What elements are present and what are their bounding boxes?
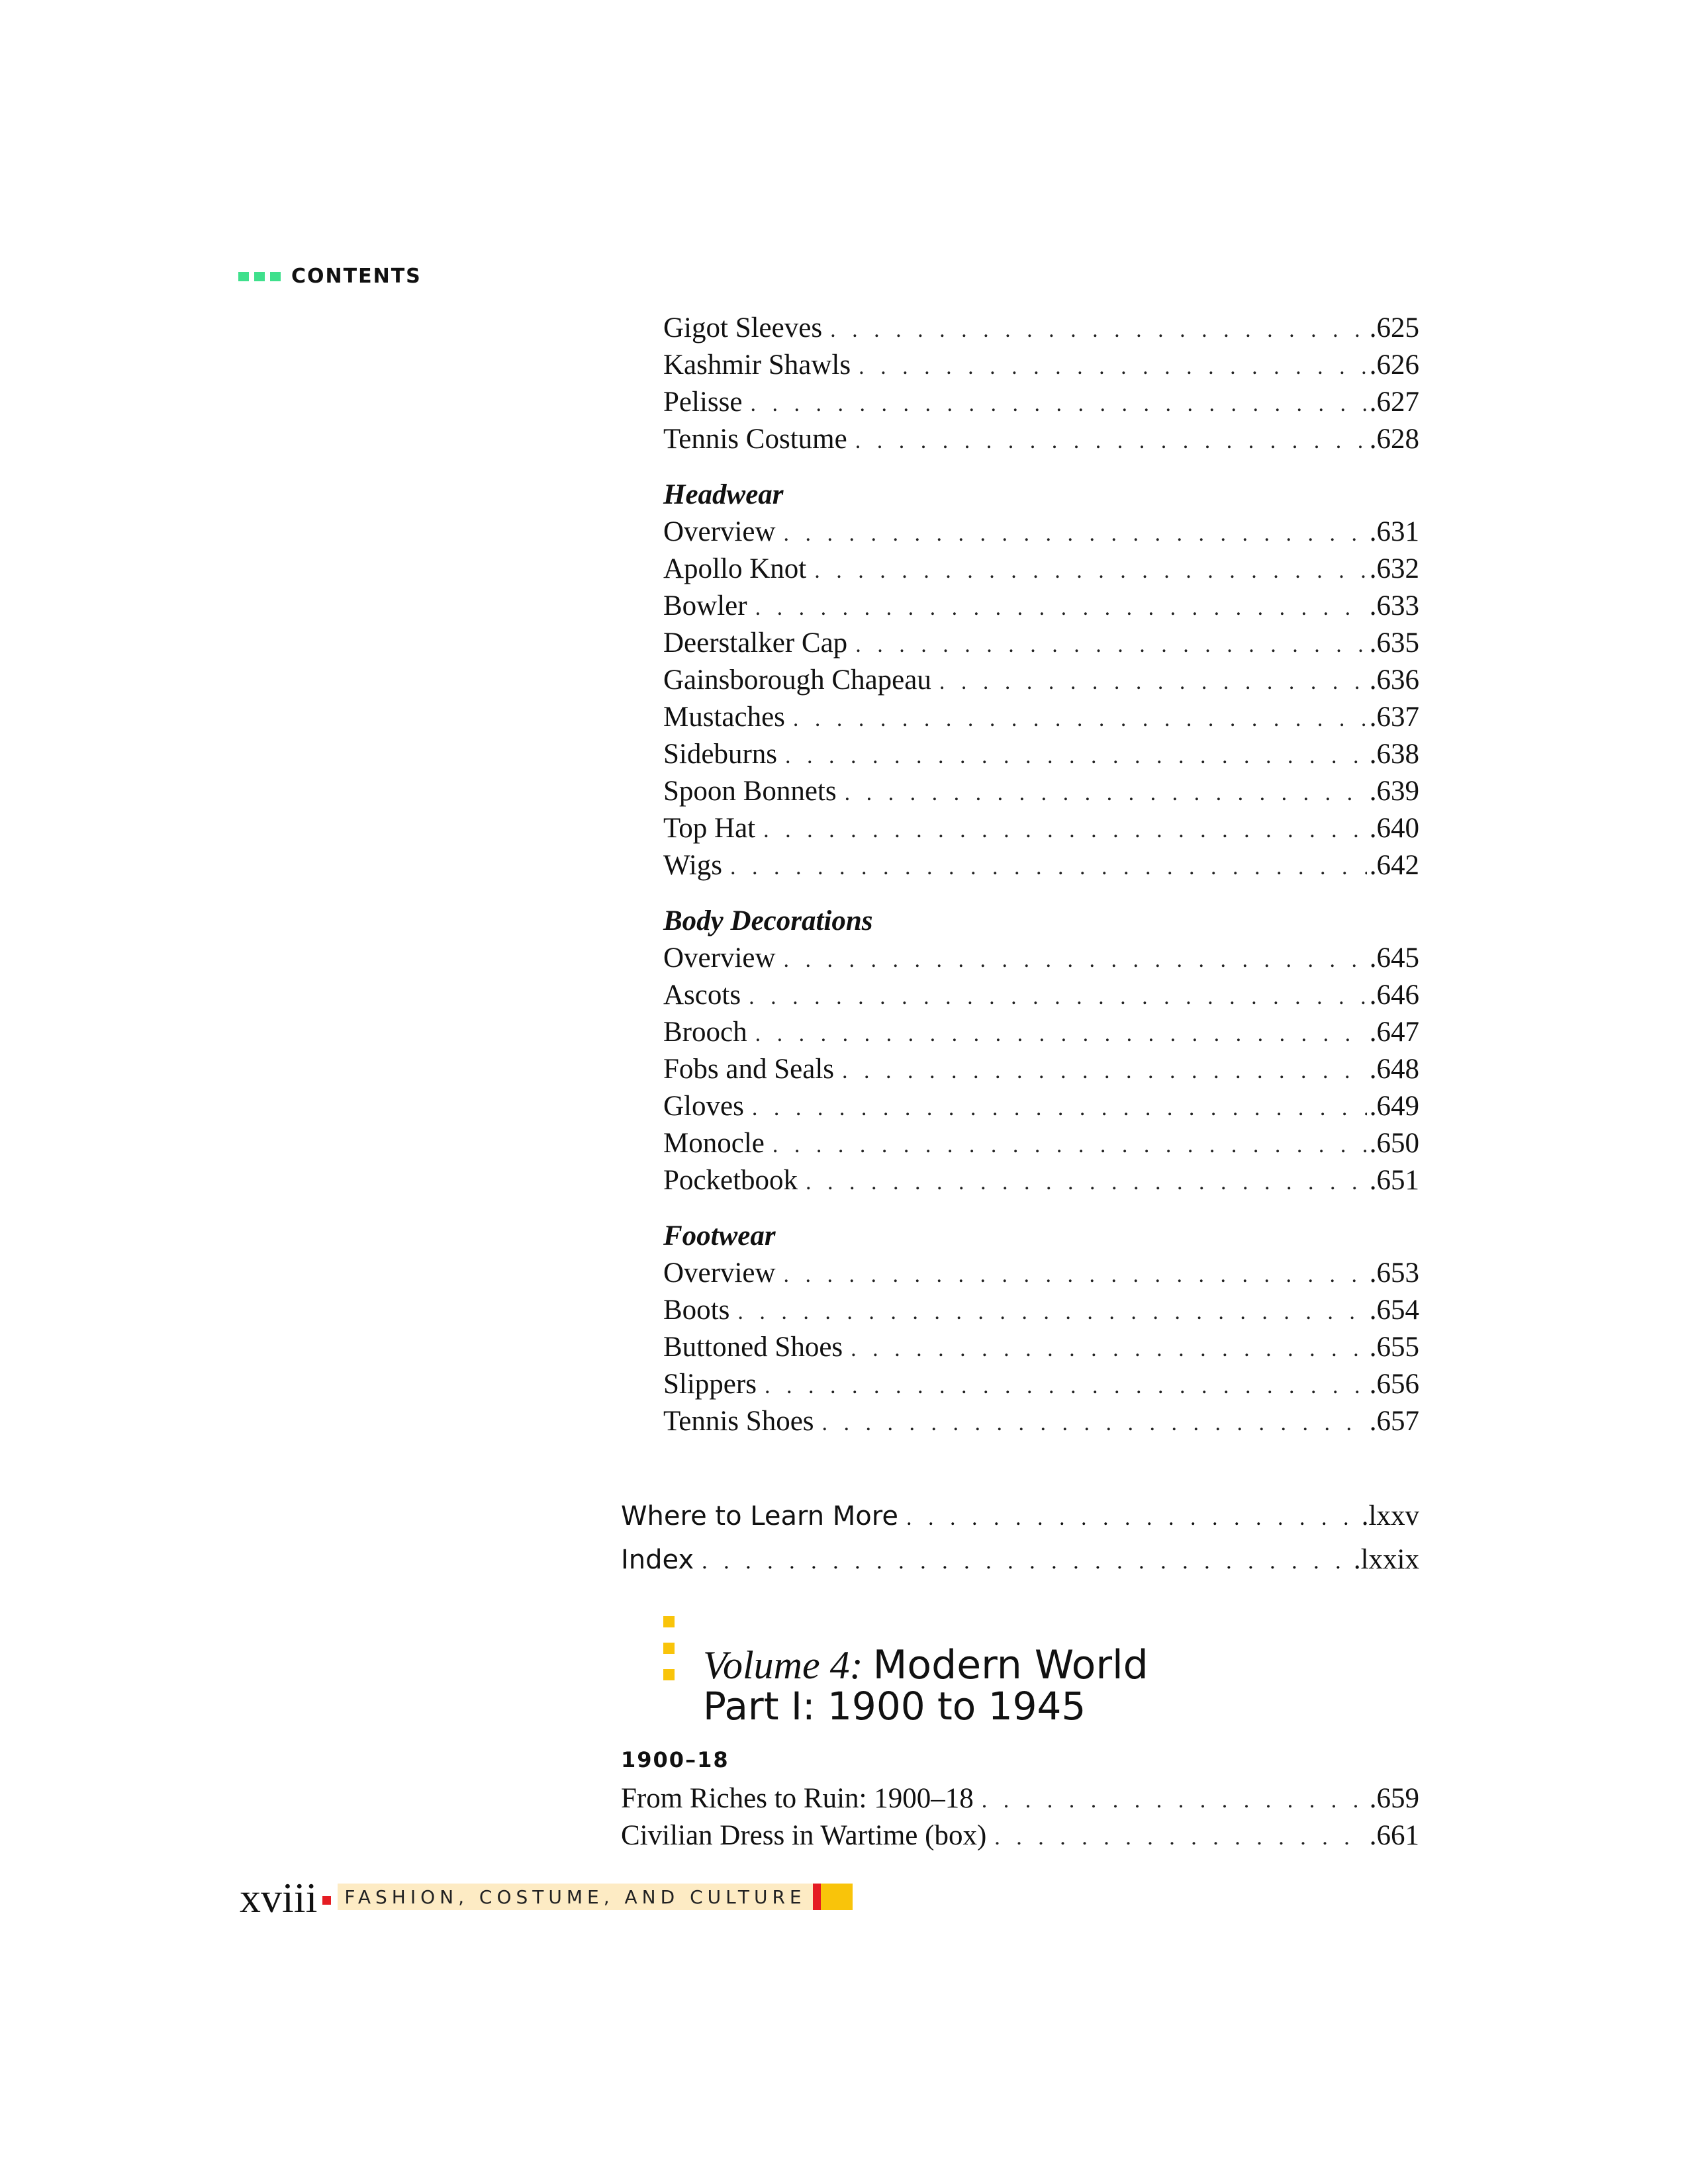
- toc-entry-title: Gloves: [663, 1091, 744, 1122]
- toc-entry[interactable]: [663, 310, 1419, 347]
- toc-entry[interactable]: [663, 1051, 1419, 1088]
- toc-entry[interactable]: [663, 1162, 1419, 1199]
- toc-entry-page: .661: [1369, 1820, 1419, 1851]
- toc-entry-title: From Riches to Ruin: 1900–18: [621, 1783, 974, 1814]
- footer-color-bar: [813, 1884, 853, 1910]
- leader-dots: [830, 312, 1367, 349]
- toc-entry-page: .632: [1369, 553, 1419, 584]
- leader-dots: [994, 1819, 1366, 1856]
- toc-entry-page: .659: [1369, 1783, 1419, 1814]
- period-heading: 1900–18: [621, 1747, 729, 1772]
- series-title: FASHION, COSTUME, AND CULTURE: [344, 1886, 806, 1908]
- volume-part: Part I: 1900 to 1945: [703, 1684, 1086, 1729]
- toc-entry-title: Top Hat: [663, 813, 756, 844]
- toc-entry-page: .640: [1369, 813, 1419, 844]
- toc-entry-title: Brooch: [663, 1017, 747, 1048]
- toc-entry[interactable]: [621, 1494, 1419, 1538]
- toc-entry-title: Fobs and Seals: [663, 1054, 834, 1085]
- leader-dots: [842, 1053, 1367, 1090]
- leader-dots: [982, 1782, 1367, 1819]
- toc-entry-page: .653: [1369, 1257, 1419, 1289]
- leader-dots: [822, 1405, 1367, 1442]
- toc-entry[interactable]: [663, 514, 1419, 551]
- toc-entry[interactable]: [663, 940, 1419, 977]
- series-title-band: [338, 1884, 812, 1910]
- red-bar-icon: [813, 1884, 821, 1910]
- leader-dots: [859, 349, 1367, 386]
- page-footer: [240, 1873, 853, 1919]
- toc-entry-page: .628: [1369, 424, 1419, 455]
- leader-dots: [765, 1368, 1367, 1405]
- green-square-icon: [238, 272, 249, 281]
- toc-entry-title: Gainsborough Chapeau: [663, 664, 931, 696]
- toc-entry[interactable]: [663, 736, 1419, 773]
- toc-entry-title: Civilian Dress in Wartime (box): [621, 1820, 987, 1851]
- toc-entry[interactable]: [663, 1366, 1419, 1403]
- toc-entry-page: .639: [1369, 776, 1419, 807]
- toc-entry-page: .626: [1369, 349, 1419, 381]
- volume-markers: [663, 1616, 675, 1696]
- toc-entry[interactable]: [663, 773, 1419, 810]
- leader-dots: [939, 664, 1367, 701]
- toc-entry-title: Where to Learn More: [621, 1501, 898, 1531]
- leader-dots: [702, 1540, 1354, 1584]
- toc-entry[interactable]: [663, 1329, 1419, 1366]
- toc-entry-title: Tennis Shoes: [663, 1406, 814, 1437]
- toc-entry-page: .633: [1369, 590, 1419, 621]
- toc-entry-title: Gigot Sleeves: [663, 312, 823, 343]
- toc-entry-page: .657: [1369, 1406, 1419, 1437]
- toc-entry-title: Index: [621, 1545, 694, 1575]
- green-square-icon: [270, 272, 281, 281]
- toc-entry-title: Ascots: [663, 979, 741, 1011]
- toc-entry-title: Overview: [663, 942, 776, 974]
- toc-entry[interactable]: [663, 1292, 1419, 1329]
- toc-entry-page: .637: [1369, 702, 1419, 733]
- toc-entry-title: Apollo Knot: [663, 553, 807, 584]
- toc-period-entries: [621, 1780, 1419, 1854]
- toc-entry-page: .647: [1369, 1017, 1419, 1048]
- toc-entry[interactable]: [663, 699, 1419, 736]
- toc-top-entries: [663, 310, 1419, 1440]
- running-head-label: CONTENTS: [291, 265, 422, 288]
- toc-entry-title: Overview: [663, 1257, 776, 1289]
- toc-entry-page: .654: [1369, 1295, 1419, 1326]
- toc-entry-title: Sideburns: [663, 739, 777, 770]
- toc-entry-page: .631: [1369, 516, 1419, 547]
- toc-entry-page: .656: [1369, 1369, 1419, 1400]
- toc-entry-page: .655: [1369, 1332, 1419, 1363]
- toc-entry-page: .645: [1369, 942, 1419, 974]
- toc-entry-title: Bowler: [663, 590, 747, 621]
- toc-entry-title: Mustaches: [663, 702, 785, 733]
- toc-entry[interactable]: [663, 1014, 1419, 1051]
- leader-dots: [906, 1496, 1362, 1540]
- toc-entry[interactable]: [663, 1255, 1419, 1292]
- leader-dots: [855, 627, 1367, 664]
- toc-entry-title: Tennis Costume: [663, 424, 847, 455]
- toc-entry-title: Monocle: [663, 1128, 765, 1159]
- leader-dots: [737, 1294, 1366, 1331]
- volume-name: Modern World: [872, 1642, 1149, 1688]
- toc-entry[interactable]: [663, 847, 1419, 884]
- leader-dots: [814, 553, 1367, 590]
- toc-entry-page: .649: [1369, 1091, 1419, 1122]
- toc-entry[interactable]: [663, 347, 1419, 384]
- toc-entry-page: .642: [1369, 850, 1419, 881]
- red-square-icon: [322, 1896, 331, 1905]
- toc-entry[interactable]: [663, 1088, 1419, 1125]
- leader-dots: [793, 701, 1367, 738]
- toc-entry[interactable]: [663, 977, 1419, 1014]
- leader-dots: [784, 1257, 1367, 1294]
- toc-entry[interactable]: [621, 1780, 1419, 1817]
- leader-dots: [755, 1016, 1367, 1053]
- volume-title: [703, 1642, 1149, 1688]
- leader-dots: [784, 516, 1367, 553]
- toc-entry[interactable]: [621, 1817, 1419, 1854]
- toc-entry[interactable]: [663, 551, 1419, 588]
- toc-entry-page: .lxxix: [1353, 1544, 1419, 1575]
- leader-dots: [773, 1127, 1367, 1164]
- toc-entry-page: .646: [1369, 979, 1419, 1011]
- leader-dots: [749, 979, 1367, 1016]
- toc-entry[interactable]: [663, 625, 1419, 662]
- toc-entry-page: .lxxv: [1361, 1500, 1419, 1531]
- toc-entry-page: .627: [1369, 387, 1419, 418]
- leader-dots: [755, 590, 1367, 627]
- running-head: [238, 265, 422, 288]
- leader-dots: [785, 738, 1367, 775]
- toc-entry[interactable]: [621, 1538, 1419, 1582]
- leader-dots: [752, 1090, 1367, 1127]
- toc-entry-page: .636: [1369, 664, 1419, 696]
- toc-entry[interactable]: [663, 588, 1419, 625]
- leader-dots: [845, 775, 1367, 812]
- toc-entry-title: Overview: [663, 516, 776, 547]
- toc-entry-title: Kashmir Shawls: [663, 349, 851, 381]
- leader-dots: [806, 1164, 1367, 1201]
- toc-entry[interactable]: [663, 1125, 1419, 1162]
- page-number: xviii: [240, 1874, 318, 1921]
- toc-entry-page: .650: [1369, 1128, 1419, 1159]
- leader-dots: [784, 942, 1367, 979]
- section-heading-body-decorations: Body Decorations: [663, 905, 873, 936]
- toc-entry-page: .625: [1369, 312, 1419, 343]
- leader-dots: [763, 812, 1367, 849]
- toc-entry[interactable]: [663, 1403, 1419, 1440]
- toc-entry[interactable]: [663, 421, 1419, 458]
- leader-dots: [851, 1331, 1367, 1368]
- section-heading-footwear: Footwear: [663, 1220, 776, 1251]
- toc-entry-title: Slippers: [663, 1369, 757, 1400]
- toc-entry[interactable]: [663, 662, 1419, 699]
- yellow-square-icon: [663, 1616, 675, 1627]
- section-heading-headwear: Headwear: [663, 479, 784, 510]
- toc-entry-page: .635: [1369, 627, 1419, 659]
- yellow-bar-icon: [821, 1884, 853, 1910]
- toc-entry-title: Boots: [663, 1295, 730, 1326]
- toc-entry-title: Deerstalker Cap: [663, 627, 848, 659]
- toc-entry-page: .638: [1369, 739, 1419, 770]
- green-square-icon: [254, 272, 265, 281]
- toc-entry[interactable]: [663, 384, 1419, 421]
- toc-back-matter: [621, 1494, 1419, 1582]
- toc-entry-title: Spoon Bonnets: [663, 776, 837, 807]
- toc-entry-page: .651: [1369, 1165, 1419, 1196]
- leader-dots: [855, 423, 1367, 460]
- toc-entry-title: Wigs: [663, 850, 723, 881]
- toc-entry-title: Buttoned Shoes: [663, 1332, 843, 1363]
- toc-entry-title: Pocketbook: [663, 1165, 798, 1196]
- leader-dots: [730, 849, 1367, 886]
- toc-entry-page: .648: [1369, 1054, 1419, 1085]
- yellow-square-icon: [663, 1643, 675, 1654]
- leader-dots: [750, 386, 1366, 423]
- toc-entry[interactable]: [663, 810, 1419, 847]
- toc-entry-title: Pelisse: [663, 387, 743, 418]
- volume-label: Volume 4:: [703, 1643, 863, 1687]
- yellow-square-icon: [663, 1669, 675, 1680]
